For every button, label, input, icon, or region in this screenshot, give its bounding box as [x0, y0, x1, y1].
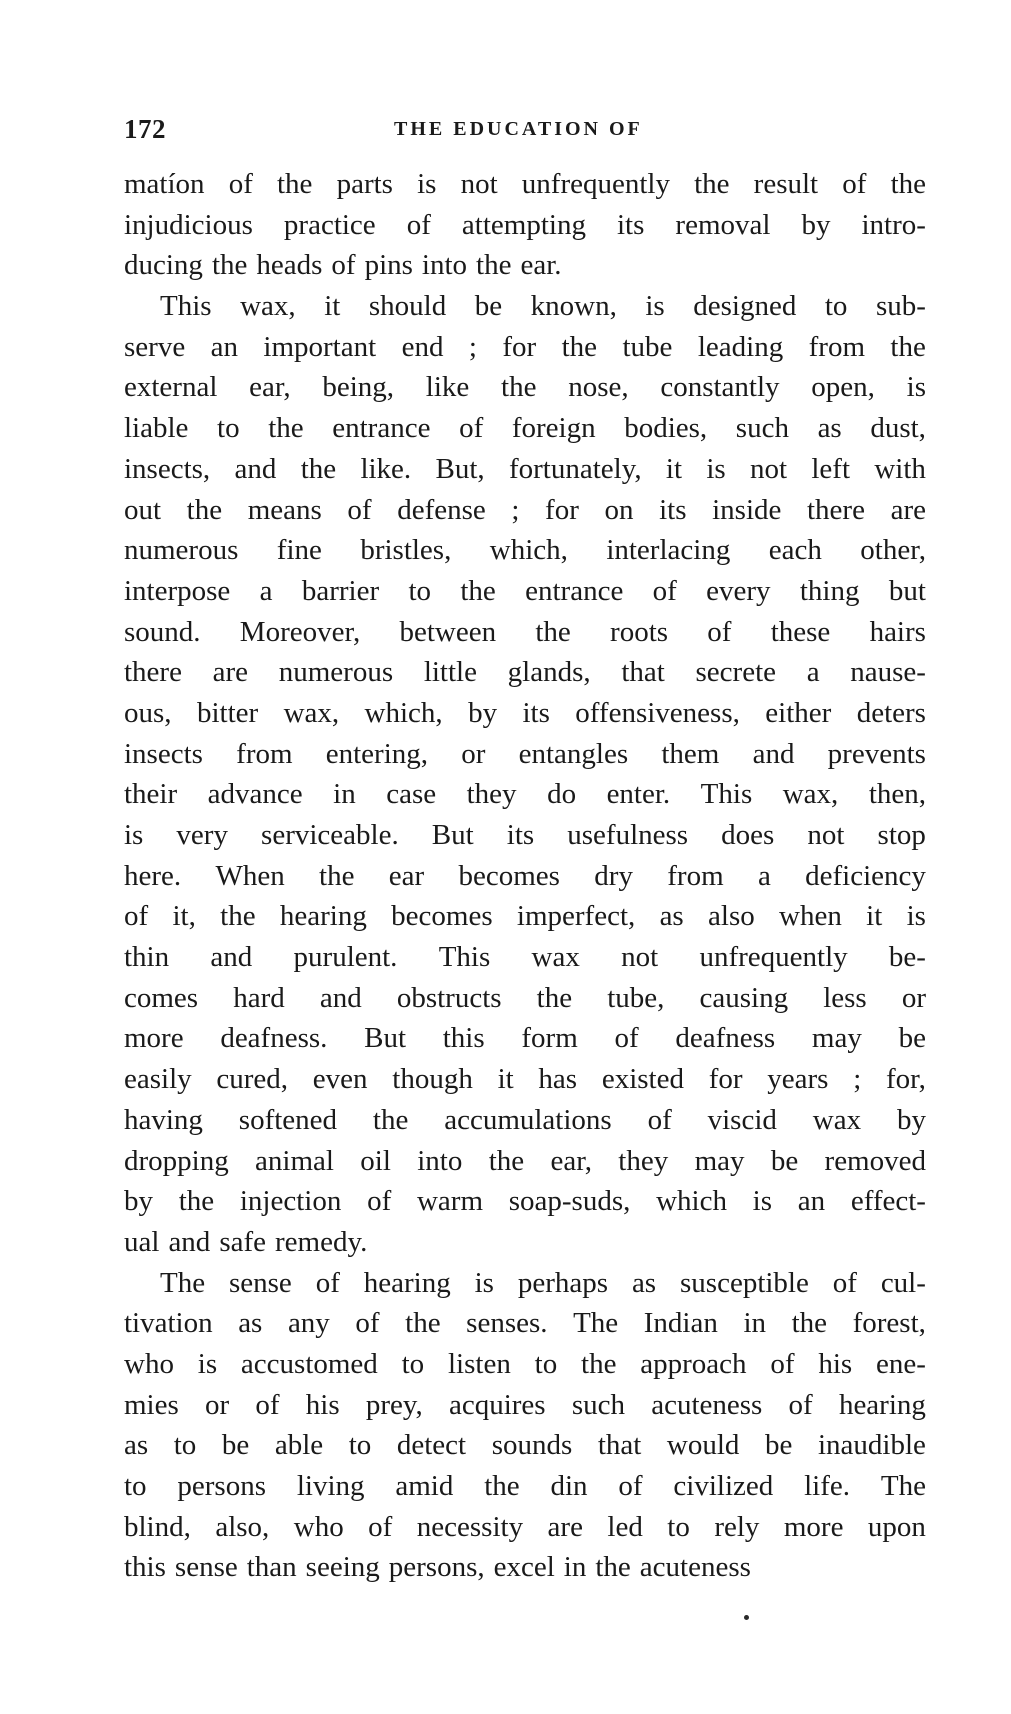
text-line: sound. Moreover, between the roots of these hairs: [124, 615, 926, 648]
text-line: ducing the heads of pins into the ear.: [124, 249, 562, 282]
text-line: This wax, it should be known, is designed to sub-: [160, 290, 926, 323]
text-line: comes hard and obstructs the tube, causing less or: [124, 981, 926, 1014]
text-line: more deafness. But this form of deafness may be: [124, 1022, 926, 1055]
text-line: matíon of the parts is not unfrequently the result of the: [124, 168, 926, 200]
text-line: mies or of his prey, acquires such acuteness of hearing: [124, 1388, 926, 1421]
text-line: liable to the entrance of foreign bodies, such as dust,: [124, 412, 926, 445]
page-header: [124, 114, 924, 154]
running-head: THE EDUCATION OF: [394, 118, 643, 140]
text-line: ous, bitter wax, which, by its offensiveness, either deters: [124, 696, 926, 729]
print-speck: [744, 1615, 749, 1620]
text-line: easily cured, even though it has existed for years ; for,: [124, 1063, 926, 1096]
text-line: injudicious practice of attempting its removal by intro-: [124, 208, 926, 241]
page-number: 172: [124, 114, 166, 144]
text-line: insects, and the like. But, fortunately, it is not left with: [124, 452, 926, 485]
text-line: to persons living amid the din of civilized life. The: [124, 1470, 926, 1502]
text-line: dropping animal oil into the ear, they may be removed: [124, 1144, 926, 1177]
text-line: The sense of hearing is perhaps as susceptible of cul-: [160, 1266, 926, 1299]
text-line: by the injection of warm soap-suds, which is an effect-: [124, 1185, 926, 1218]
text-line: numerous fine bristles, which, interlacing each other,: [124, 534, 926, 567]
body-text: [124, 164, 926, 1588]
text-line: tivation as any of the senses. The Indian in the forest,: [124, 1307, 926, 1340]
text-line: this sense than seeing persons, excel in the acuteness: [124, 1551, 751, 1584]
text-line: insects from entering, or entangles them and prevents: [124, 737, 926, 770]
text-line: serve an important end ; for the tube leading from the: [124, 330, 926, 363]
text-line: blind, also, who of necessity are led to rely more upon: [124, 1510, 926, 1543]
text-line: is very serviceable. But its usefulness does not stop: [124, 819, 926, 851]
text-line: their advance in case they do enter. This wax, then,: [124, 778, 926, 811]
text-line: thin and purulent. This wax not unfrequently be-: [124, 941, 926, 974]
text-line: here. When the ear becomes dry from a deficiency: [124, 859, 926, 892]
text-line: of it, the hearing becomes imperfect, as also when it is: [124, 900, 926, 933]
text-line: interpose a barrier to the entrance of every thing but: [124, 574, 926, 607]
text-line: out the means of defense ; for on its inside there are: [124, 493, 926, 526]
text-line: as to be able to detect sounds that would be inaudible: [124, 1429, 926, 1462]
text-line: having softened the accumulations of viscid wax by: [124, 1103, 926, 1136]
text-line: external ear, being, like the nose, constantly open, is: [124, 371, 926, 404]
text-line: ual and safe remedy.: [124, 1225, 368, 1258]
text-line: there are numerous little glands, that secrete a nause-: [124, 656, 926, 689]
text-line: who is accustomed to listen to the approach of his ene-: [124, 1347, 926, 1380]
